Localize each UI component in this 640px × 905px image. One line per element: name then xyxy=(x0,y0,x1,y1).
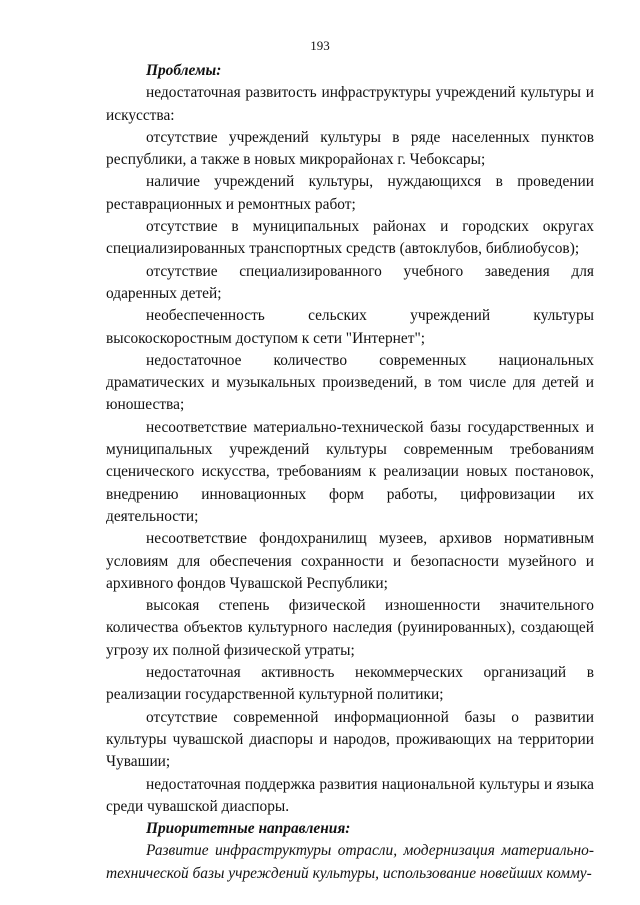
problem-item: отсутствие учреждений культуры в ряде населенных пунктов республики, а также в новых микрорайонах г. Чебоксары; xyxy=(106,128,594,169)
problems-heading: Проблемы: xyxy=(146,62,222,79)
problem-item: недостаточное количество современных национальных драматических и музыкальных произведений, в том числе для детей и юношества; xyxy=(106,351,594,414)
problem-item: несоответствие материально-технической базы государственных и муниципальных учреждений культуры современным требованиям сценического искусства, требованиям к реализации новых постановок, внедрению инновационных форм работы, цифровизации их деятельности; xyxy=(106,418,594,525)
problem-item: несоответствие фондохранилищ музеев, архивов нормативным условиям для обеспечения сохранности и безопасности музейного и архивного фондов Чувашской Республики; xyxy=(106,530,594,592)
problem-item: недостаточная активность некоммерческих организаций в реализации государственной культурной политики; xyxy=(106,664,594,704)
page-number: 193 xyxy=(310,38,330,53)
problem-item: недостаточная развитость инфраструктуры учреждений культуры и искусства: xyxy=(106,84,594,124)
priorities-heading: Приоритетные направления: xyxy=(146,820,351,838)
problem-item: наличие учреждений культуры, нуждающихся в проведении реставрационных и ремонтных работ; xyxy=(106,173,594,213)
priority-item: Развитие инфраструктуры отрасли, модернизация материально-технической базы учреждений культуры, использование новейших комму- xyxy=(106,842,594,882)
problem-item: недостаточная поддержка развития национальной культуры и языка среди чувашской диаспоры. xyxy=(106,775,594,815)
problem-item: высокая степень физической изношенности значительного количества объектов культурного наследия (руинированных), создающей угрозу их полной физической утраты; xyxy=(106,597,594,659)
problem-item: отсутствие современной информационной базы о развитии культуры чувашской диаспоры и народов, проживающих на территории Чувашии; xyxy=(106,708,594,771)
problem-item: необеспеченность сельских учреждений культуры высокоскоростным доступом к сети "Интернет"; xyxy=(106,307,594,347)
problem-item: отсутствие специализированного учебного заведения для одаренных детей; xyxy=(106,262,594,302)
document-body xyxy=(106,60,594,885)
problem-item: отсутствие в муниципальных районах и городских округах специализированных транспортных средств (автоклубов, библиобусов); xyxy=(106,218,594,258)
